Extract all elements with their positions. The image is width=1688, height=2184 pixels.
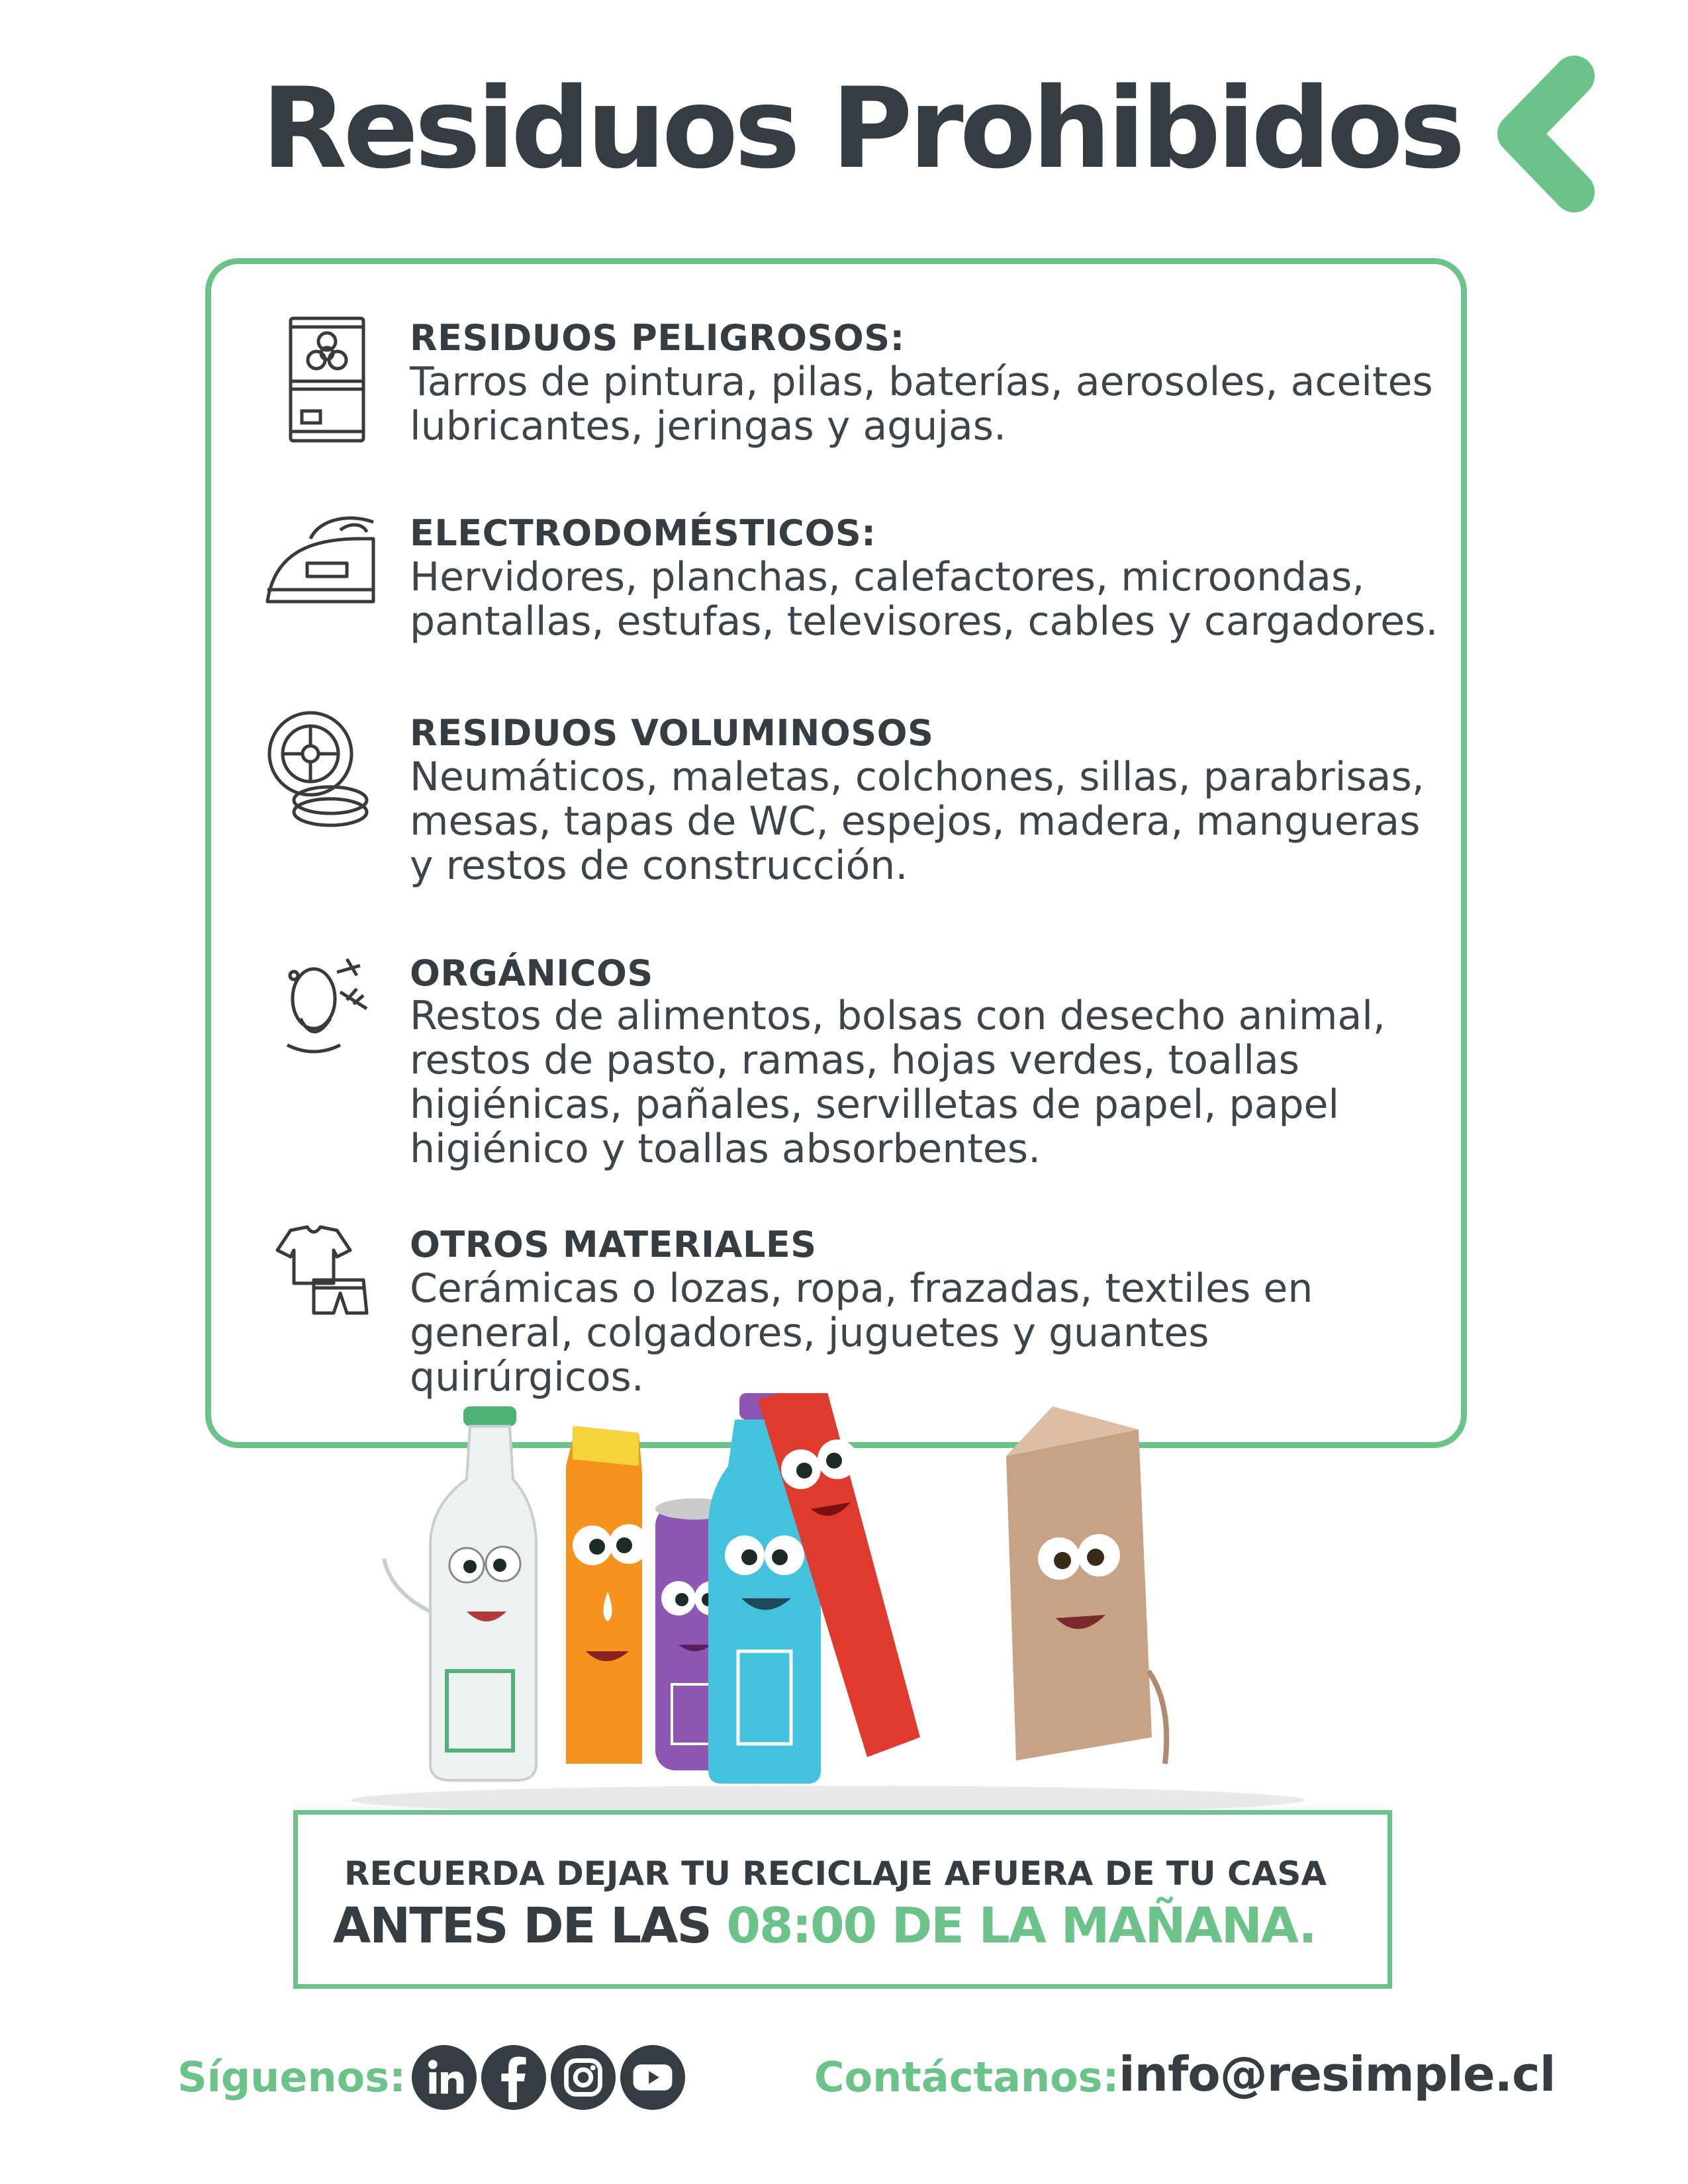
- linkedin-icon[interactable]: [412, 2045, 477, 2110]
- contact-label: Contáctanos:: [814, 2053, 1119, 2101]
- category-description: Cerámicas o lozas, ropa, frazadas, textiles en general, colgadores, juguetes y guantes quirúrgicos.: [410, 1265, 1313, 1400]
- reminder-line-1: RECUERDA DEJAR TU RECICLAJE AFUERA DE TU CASA: [344, 1854, 1327, 1893]
- follow-label: Síguenos:: [177, 2053, 406, 2101]
- reminder-time-highlight: 08:00 DE LA MAÑANA.: [726, 1897, 1316, 1954]
- reminder-line-2: [333, 1897, 1316, 1954]
- page-title: Residuos Prohibidos: [261, 64, 1462, 193]
- tire-icon: [264, 701, 370, 833]
- youtube-icon[interactable]: [620, 2045, 685, 2110]
- facebook-icon[interactable]: [481, 2045, 546, 2110]
- instagram-icon[interactable]: [551, 2045, 616, 2110]
- clothes-icon: [264, 1220, 370, 1353]
- contact-email-link[interactable]: info@resimple.cl: [1119, 2046, 1556, 2102]
- pickup-reminder-box: [293, 1810, 1392, 1989]
- juice-carton-mascot: [566, 1426, 649, 1764]
- reminder-prefix: ANTES DE LAS: [333, 1897, 711, 1954]
- category-title: OTROS MATERIALES: [410, 1224, 817, 1265]
- category-title: ORGÁNICOS: [410, 952, 653, 994]
- recycling-mascots-illustration: [338, 1393, 1350, 1817]
- category-description: Hervidores, planchas, calefactores, microondas, pantallas, estufas, televisores, cables y cargadores.: [410, 554, 1438, 645]
- cardboard-box-mascot: [1006, 1406, 1166, 1764]
- category-title: RESIDUOS VOLUMINOSOS: [410, 712, 934, 754]
- chevron-left-icon[interactable]: [1481, 53, 1601, 215]
- prohibited-waste-card: [205, 258, 1467, 1448]
- hazardous-barrel-icon: [274, 315, 380, 447]
- glass-bottle-mascot: [384, 1406, 536, 1780]
- category-title: RESIDUOS PELIGROSOS:: [410, 317, 905, 359]
- organic-waste-icon: [274, 946, 380, 1078]
- iron-icon: [261, 502, 383, 635]
- category-description: Tarros de pintura, pilas, baterías, aerosoles, aceites lubricantes, jeringas y agujas.: [410, 359, 1433, 449]
- category-description: Restos de alimentos, bolsas con desecho animal, restos de pasto, ramas, hojas verdes, toallas higiénicas, pañales, servilletas de papel, papel higiénico y toallas absorbentes.: [410, 993, 1385, 1172]
- category-description: Neumáticos, maletas, colchones, sillas, parabrisas, mesas, tapas de WC, espejos, madera, mangueras y restos de construcción.: [410, 754, 1425, 889]
- category-title: ELECTRODOMÉSTICOS:: [410, 512, 876, 554]
